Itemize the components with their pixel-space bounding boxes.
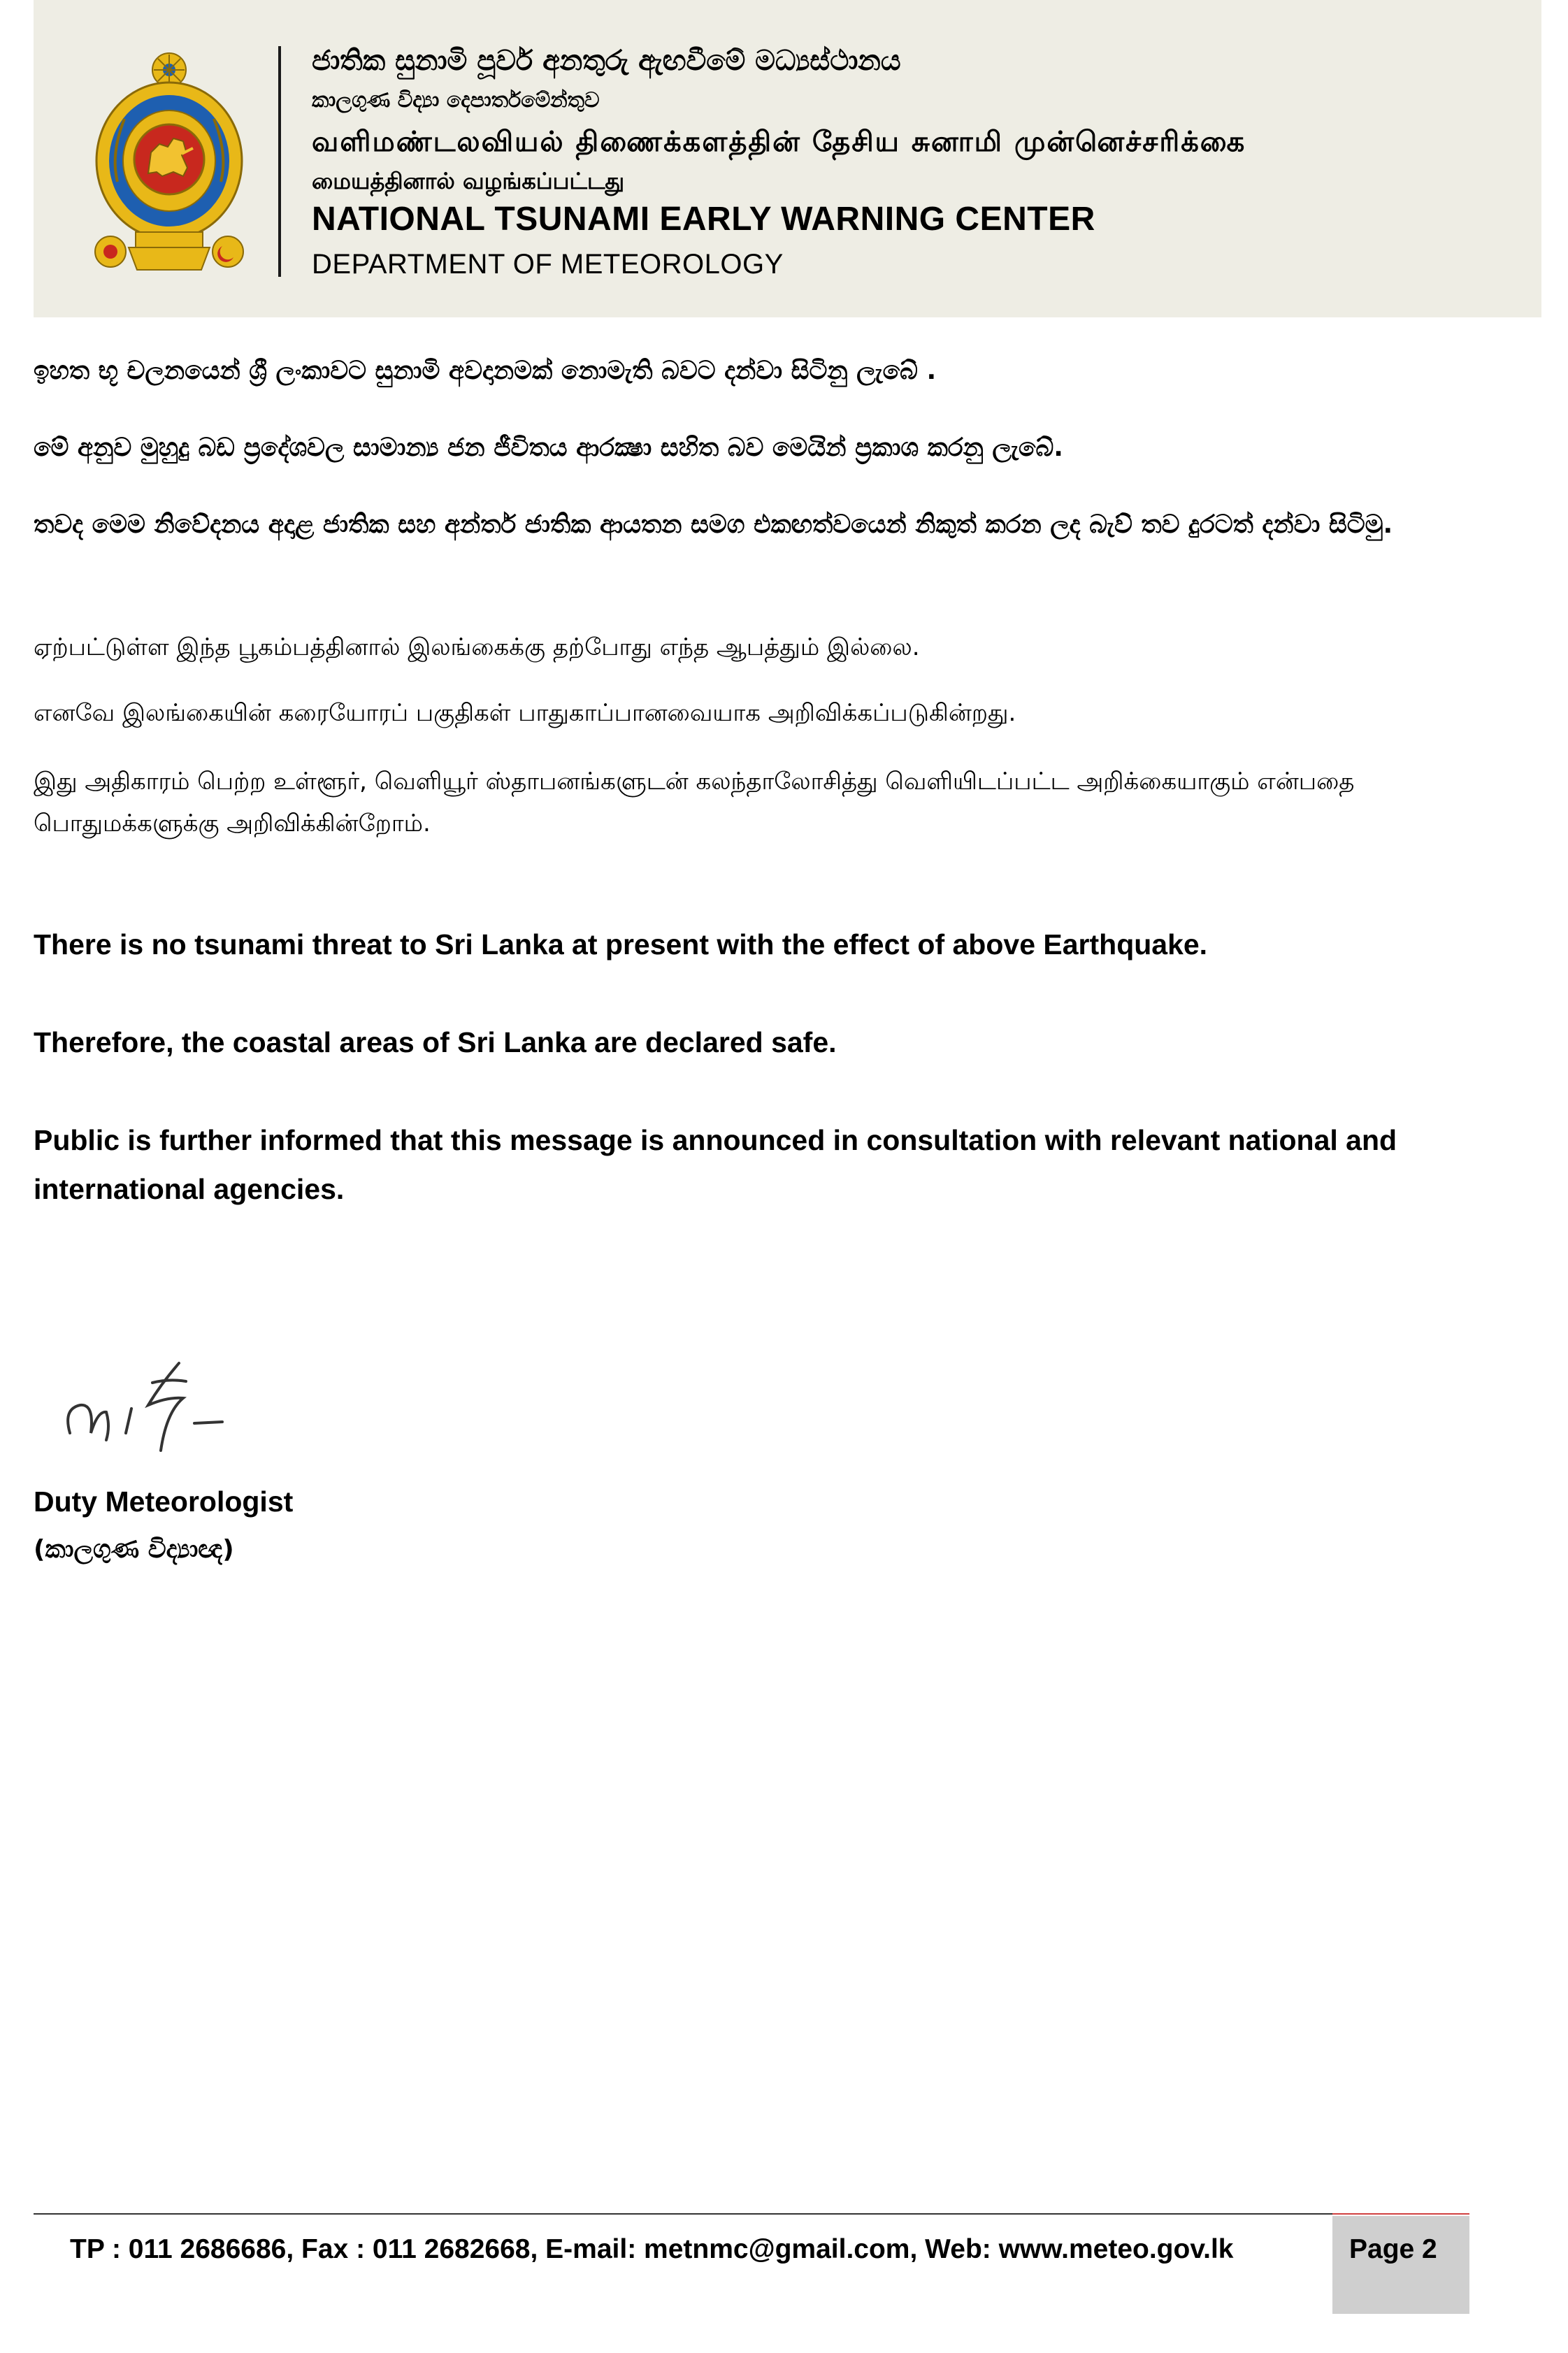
sinhala-paragraph-3: තවද මෙම නිවේදනය අදාළ ජාතික සහ අන්තර් ජාතික ආයතන සමග එකඟත්වයෙන් නිකුත් කරන ලද බැව් තව දුරටත් දන්වා සිටිමු.	[34, 510, 1393, 539]
page-number: Page 2	[1349, 2234, 1437, 2264]
sri-lanka-emblem-icon	[89, 49, 249, 277]
tamil-paragraph-3: இது அதிகாரம் பெற்ற உள்ளூர், வெளியூர் ஸ்தாபனங்களுடன் கலந்தாலோசித்து வெளியிடப்பட்ட அறிக்கையாகும் என்பதை பொதுமக்களுக்கு அறிவிக்கின்றோம்.	[34, 768, 1355, 837]
header-title-sinhala: ජාතික සුනාමි පූර්ව අනතුරු ඇඟවීමේ මධ්‍යස්ථානය	[312, 45, 901, 77]
page-number-box	[1332, 2216, 1469, 2314]
header-subtitle-tamil: மையத்தினால் வழங்கப்பட்டது	[312, 168, 625, 194]
handwritten-signature	[56, 1328, 266, 1475]
header-divider	[278, 46, 281, 277]
signatory-subtitle: (කාලගුණ විද්‍යාඥ)	[34, 1535, 234, 1564]
footer-accent-line	[1332, 2213, 1469, 2215]
sinhala-paragraph-1: ඉහත භූ චලනයෙන් ශ්‍රී ලංකාවට සුනාමි අවදානමක් නොමැති බවට දන්වා සිටිනු ලැබේ .	[34, 357, 937, 385]
sinhala-paragraph-2: මේ අනුව මුහුදු බඩ ප්‍රදේශවල සාමාන්‍ය ජන ජීවිතය ආරක්‍ෂා සහිත බව මෙයින් ප්‍රකාශ කරනු ලැබේ.	[34, 433, 1063, 462]
tamil-paragraph-2: எனவே இலங்கையின் கரையோரப் பகுதிகள் பாதுகாப்பானவையாக அறிவிக்கப்படுகின்றது.	[34, 699, 1016, 727]
tamil-paragraph-1: ஏற்பட்டுள்ள இந்த பூகம்பத்தினால் இலங்கைக்கு தற்போது எந்த ஆபத்தும் இல்லை.	[34, 633, 920, 661]
header-dept-sinhala: කාලගුණ විද්‍යා දෙපාර්තමේන්තුව	[312, 88, 600, 113]
english-paragraph-1: There is no tsunami threat to Sri Lanka at present with the effect of above Earthquake.	[34, 928, 1208, 960]
footer-divider	[34, 2213, 1469, 2215]
signatory-title: Duty Meteorologist	[34, 1485, 294, 1518]
letterhead-banner	[34, 0, 1541, 317]
header-dept-english: DEPARTMENT OF METEOROLOGY	[312, 249, 784, 280]
english-paragraph-3: Public is further informed that this message is announced in consultation with relevant national and international agencies.	[34, 1124, 1397, 1205]
footer-contact-info: TP : 011 2686686, Fax : 011 2682668, E-mail: metnmc@gmail.com, Web: www.meteo.gov.lk	[70, 2234, 1234, 2264]
header-title-tamil: வளிமண்டலவியல் திணைக்களத்தின் தேசிய சுனாமி முன்னெச்சரிக்கை	[312, 126, 1246, 158]
english-paragraph-2: Therefore, the coastal areas of Sri Lanka are declared safe.	[34, 1026, 837, 1058]
header-title-english: NATIONAL TSUNAMI EARLY WARNING CENTER	[312, 201, 1095, 238]
